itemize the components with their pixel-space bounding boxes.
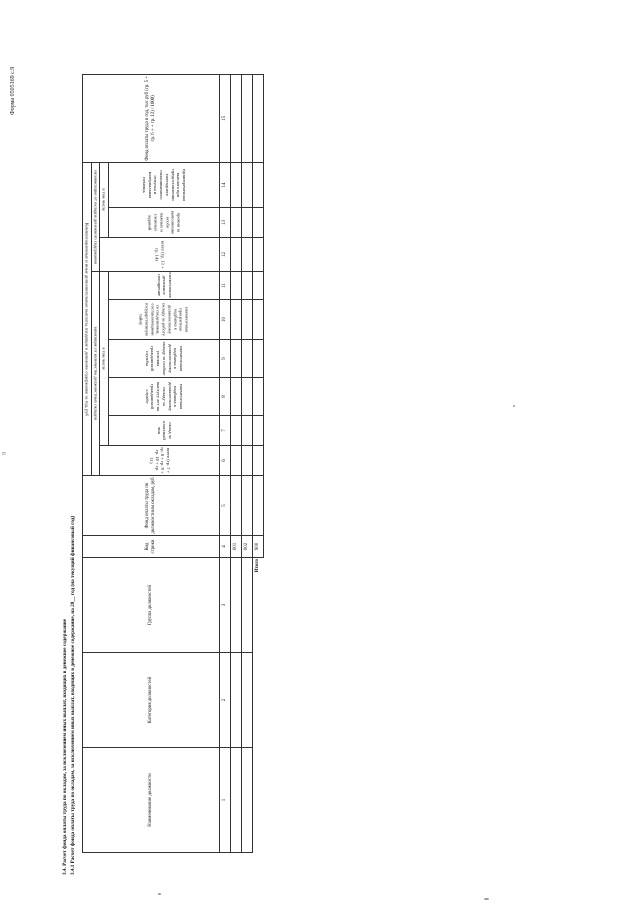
cell[interactable] — [242, 300, 253, 340]
col-number: 2 — [220, 653, 231, 748]
cell[interactable] — [242, 340, 253, 378]
col-head-salary-fund: Фонд оплаты труда по должностным окладам, руб — [83, 476, 220, 536]
subsection-title: 3.4.1 Расчет фонда оплаты труда по окладам, за исключением иных выплат, входящих в денежное содержание, на 20__ год (на текущий финансовый год) — [70, 515, 76, 875]
cell[interactable] — [231, 748, 242, 853]
cell[interactable] — [231, 378, 242, 416]
cell[interactable] — [253, 272, 264, 300]
cell[interactable] — [242, 74, 253, 162]
cell[interactable] — [253, 378, 264, 416]
table-row — [231, 74, 242, 852]
cell[interactable] — [231, 238, 242, 272]
col-number: 5 — [220, 476, 231, 536]
col-head-7: оклад за классный чин — [109, 416, 220, 446]
col-head-11: ежемесячное денежное поощрение — [109, 272, 220, 300]
cell[interactable] — [242, 416, 253, 446]
cell[interactable] — [242, 476, 253, 536]
cell[interactable] — [242, 238, 253, 272]
cell[interactable] — [253, 208, 264, 238]
scan-speck — [484, 898, 489, 900]
cell[interactable] — [242, 272, 253, 300]
column-number-row — [220, 74, 231, 852]
cell[interactable] — [253, 340, 264, 378]
form-code: Форма 0505169 с.9 — [10, 66, 16, 115]
total-row — [253, 74, 264, 852]
cell[interactable] — [231, 74, 242, 162]
col-number: 7 — [220, 416, 231, 446]
col-head-category: Категория должностей — [83, 653, 220, 748]
cell[interactable] — [231, 340, 242, 378]
cell — [253, 748, 264, 853]
cell[interactable] — [242, 378, 253, 416]
col-head-8: ежемесячная надбавка к должностному окладу за выслугу лет на гражданской службе — [109, 378, 220, 416]
cell[interactable] — [253, 238, 264, 272]
cell[interactable] — [231, 300, 242, 340]
col-number: 12 — [220, 238, 231, 272]
cell[interactable] — [242, 653, 253, 748]
col-head-9: ежемесячная надбавка к должностному окладу за особые условия гражданской службы — [109, 340, 220, 378]
col-head-12: всего (гр. 13 + гр. 14) — [100, 238, 220, 272]
total-label: Итого — [255, 559, 261, 573]
cell[interactable] — [242, 558, 253, 653]
col-number: 1 — [220, 748, 231, 853]
cell — [253, 653, 264, 748]
cell[interactable] — [231, 272, 242, 300]
cell[interactable] — [253, 416, 264, 446]
row-code: 900 — [253, 536, 264, 558]
cell[interactable] — [253, 476, 264, 536]
col-head-group: Группа должностей — [83, 558, 220, 653]
cell[interactable] — [231, 476, 242, 536]
cell[interactable] — [242, 748, 253, 853]
col-number: 11 — [220, 272, 231, 300]
col-head-group-c: независящие от окладов денежного содержания — [91, 162, 100, 271]
col-number: 13 — [220, 208, 231, 238]
col-head-name: Наименование должности — [83, 748, 220, 853]
col-head-group-main: Компенсационные и иные дополнительные выплаты, входящие в денежное содержание за год, руб — [83, 162, 92, 475]
col-number: 9 — [220, 340, 231, 378]
cell[interactable] — [253, 446, 264, 476]
col-head-14: единовременная выплата при предоставлении ежегодного оплачиваемого отпуска и материальная помощь — [109, 162, 220, 207]
table-row — [242, 74, 253, 852]
col-head-group-a: зависящие от количества должностных окладов — [91, 272, 100, 476]
cell[interactable] — [253, 300, 264, 340]
cell[interactable] — [231, 208, 242, 238]
col-number: 10 — [220, 300, 231, 340]
cell[interactable] — [231, 558, 242, 653]
col-number: 15 — [220, 74, 231, 162]
cell[interactable] — [242, 446, 253, 476]
col-number: 14 — [220, 162, 231, 207]
cell[interactable] — [242, 162, 253, 207]
cell[interactable] — [231, 416, 242, 446]
row-code: 002 — [242, 536, 253, 558]
cell[interactable] — [231, 446, 242, 476]
scan-speck — [513, 405, 515, 407]
col-head-13: премии за выполнение особо важных и сложных заданий — [109, 208, 220, 238]
col-head-code: Код строки — [83, 536, 220, 558]
payroll-table — [82, 74, 264, 853]
cell[interactable] — [253, 74, 264, 162]
col-number: 6 — [220, 446, 231, 476]
col-head-total-fund: Фонд оплаты труда в год, тыс руб (гр. 5 + гр. 6 + + гр. 12) / 1000) — [83, 74, 220, 162]
cell[interactable] — [242, 208, 253, 238]
cell[interactable] — [231, 162, 242, 207]
scan-speck — [158, 893, 161, 895]
col-number: 8 — [220, 378, 231, 416]
page-mark: 9 — [2, 452, 8, 455]
col-head-group-b: в том числе — [100, 272, 109, 446]
cell[interactable] — [253, 162, 264, 207]
col-head-6: всего (гр. 7 + гр. 8 + гр. 9 + гр. 10 + гр. 11) — [100, 446, 220, 476]
row-code: 001 — [231, 536, 242, 558]
col-number: 3 — [220, 558, 231, 653]
col-head-group-d: в том числе — [100, 162, 109, 237]
col-head-10: ежемесячная процентная надбавка к должностному окладу за работу со сведениями, составляющими государственную тайну — [109, 300, 220, 340]
section-title: 3.4. Расчет фонда оплаты труда по окладам, за исключением иных выплат, входящих в денежное содержание — [62, 618, 68, 875]
col-number: 4 — [220, 536, 231, 558]
cell[interactable] — [231, 653, 242, 748]
